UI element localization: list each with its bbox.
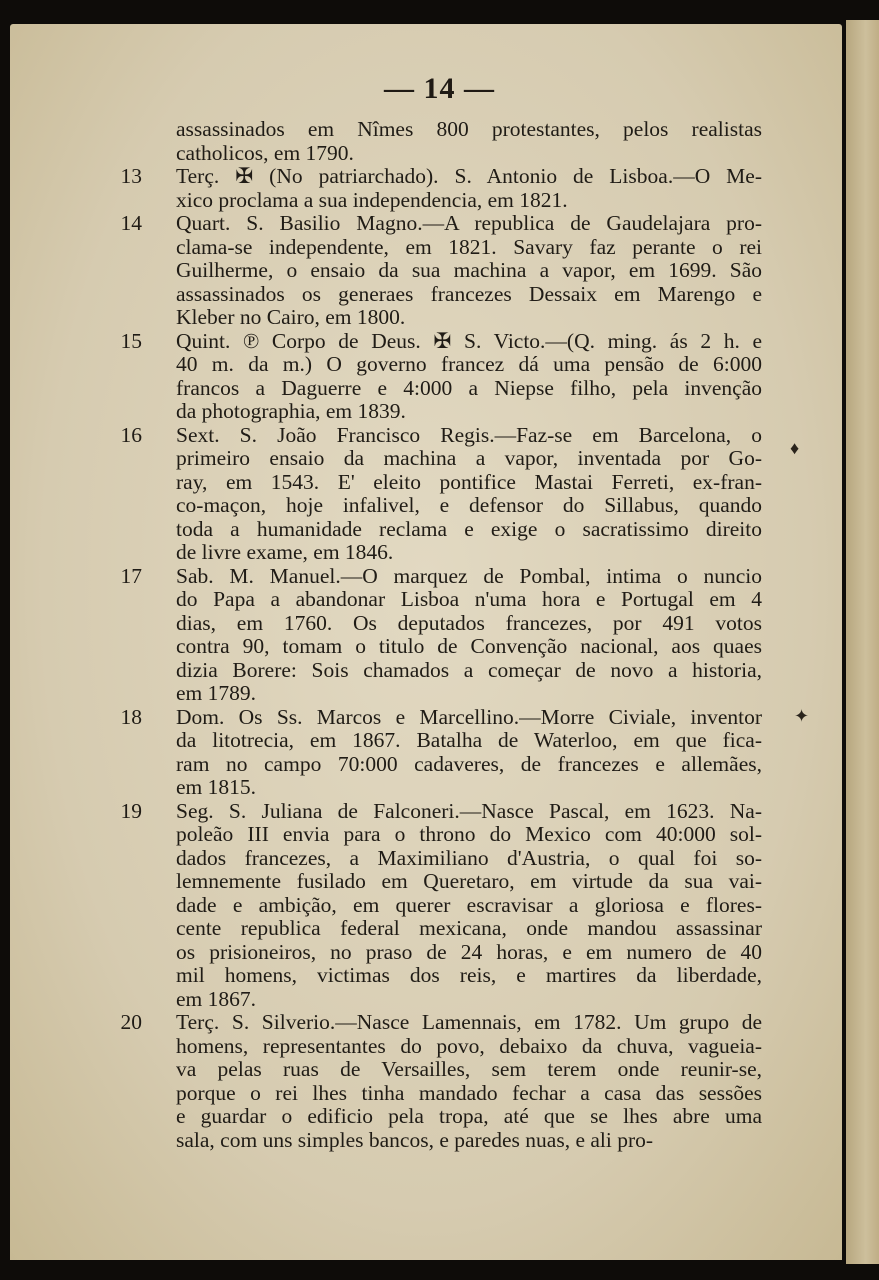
text-line: da litotrecia, em 1867. Batalha de Waterloo, em que fica- — [176, 728, 762, 752]
day-number: 18 — [120, 704, 142, 729]
adjacent-page-edge — [846, 20, 879, 1264]
text-line: Seg. S. Juliana de Falconeri.—Nasce Pascal, em 1623. Na- — [176, 798, 762, 823]
day-number: 14 — [120, 211, 142, 235]
day-number: 16 — [120, 422, 142, 447]
text-line: catholicos, em 1790. — [176, 140, 354, 165]
text-line: Guilherme, o ensaio da sua machina a vapor, em 1699. São — [176, 258, 762, 282]
text-line: Terç. ✠ (No patriarchado). S. Antonio de Lisboa.—O Me- — [176, 164, 762, 188]
text-line: cente republica federal mexicana, onde mandou assassinar — [176, 916, 762, 940]
day-number: 20 — [120, 1010, 142, 1034]
text-line: em 1867. — [176, 986, 257, 1011]
text-line: Dom. Os Ss. Marcos e Marcellino.—Morre Civiale, inventor — [176, 704, 762, 729]
day-number: 13 — [120, 164, 142, 188]
text-line: contra 90, tomam o titulo de Convenção nacional, aos quaes — [176, 634, 762, 658]
text-line: Sext. S. João Francisco Regis.—Faz-se em Barcelona, o — [176, 422, 762, 447]
text-line: Terç. S. Silverio.—Nasce Lamennais, em 1782. Um grupo de — [176, 1010, 762, 1034]
text-line: em 1815. — [176, 775, 257, 799]
page-number-header: — 14 — — [384, 72, 495, 105]
text-line: Quint. ℗ Corpo de Deus. ✠ S. Victo.—(Q. ming. ás 2 h. e — [176, 328, 762, 353]
text-line: francos a Daguerre e 4:000 a Niepse filho, pela invenção — [176, 375, 762, 400]
text-line: em 1789. — [176, 681, 257, 705]
calendar-entry — [118, 118, 762, 165]
calendar-entry — [118, 330, 762, 424]
text-line: mil homens, victimas dos reis, e martires da liberdade, — [176, 963, 762, 987]
text-line: Sab. M. Manuel.—O marquez de Pombal, intima o nuncio — [176, 563, 762, 588]
text-line: sala, com uns simples bancos, e paredes nuas, e ali pro- — [176, 1127, 654, 1152]
text-line: de livre exame, em 1846. — [176, 540, 394, 564]
text-line: dade e ambição, em querer escravisar a gloriosa e flores- — [176, 892, 762, 917]
text-line: co-maçon, hoje infalivel, e defensor do Sillabus, quando — [176, 493, 762, 517]
text-line: dizia Borere: Sois chamados a começar de novo a historia, — [176, 657, 762, 682]
calendar-entry — [118, 800, 762, 1012]
calendar-entry — [118, 706, 762, 800]
text-line: va pelas ruas de Versailles, sem terem onde reunir-se, — [176, 1057, 762, 1081]
text-line: 40 m. da m.) O governo francez dá uma pensão de 6:000 — [176, 352, 762, 376]
day-number: 17 — [120, 563, 142, 588]
text-line: dados francezes, a Maximiliano d'Austria, o qual foi so- — [176, 845, 762, 870]
margin-mark-star: ✦ — [794, 706, 810, 726]
text-line: poleão III envia para o throno do Mexico com 40:000 sol- — [176, 822, 762, 846]
text-line: clama-se independente, em 1821. Savary faz perante o rei — [176, 234, 762, 259]
margin-mark-diamond: ♦ — [790, 438, 800, 458]
text-line: assassinados os generaes francezes Dessaix em Marengo e — [176, 281, 762, 306]
text-line: xico proclama a sua independencia, em 1821. — [176, 187, 568, 212]
text-line: homens, representantes do povo, debaixo da chuva, vagueia- — [176, 1033, 762, 1058]
text-line: dias, em 1760. Os deputados francezes, por 491 votos — [176, 610, 762, 635]
text-line: ram no campo 70:000 cadaveres, de francezes e allemães, — [176, 751, 762, 776]
text-line: assassinados em Nîmes 800 protestantes, pelos realistas — [176, 117, 762, 141]
calendar-entry — [118, 165, 762, 212]
calendar-entry — [118, 424, 762, 565]
text-line: Quart. S. Basilio Magno.—A republica de Gaudelajara pro- — [176, 211, 762, 235]
text-line: toda a humanidade reclama e exige o sacratissimo direito — [176, 516, 762, 541]
text-line: do Papa a abandonar Lisboa n'uma hora e Portugal em 4 — [176, 587, 762, 611]
day-number: 19 — [120, 798, 142, 823]
text-line: Kleber no Cairo, em 1800. — [176, 305, 406, 329]
text-line: ray, em 1543. E' eleito pontifice Mastai Ferreti, ex-fran- — [176, 469, 762, 494]
text-line: primeiro ensaio da machina a vapor, inventada por Go- — [176, 446, 762, 470]
text-line: porque o rei lhes tinha mandado fechar a casa das sessões — [176, 1080, 762, 1105]
text-line: da photographia, em 1839. — [176, 399, 406, 423]
calendar-entry — [118, 212, 762, 330]
text-line: e guardar o edificio pela tropa, até que se lhes abre uma — [176, 1104, 762, 1128]
calendar-entry — [118, 565, 762, 706]
day-number: 15 — [120, 328, 142, 353]
calendar-entry — [118, 1011, 762, 1152]
calendar-text-block — [118, 118, 762, 1152]
text-line: os prisioneiros, no praso de 24 horas, e em numero de 40 — [176, 939, 762, 964]
text-line: lemnemente fusilado em Queretaro, em virtude da sua vai- — [176, 869, 762, 893]
